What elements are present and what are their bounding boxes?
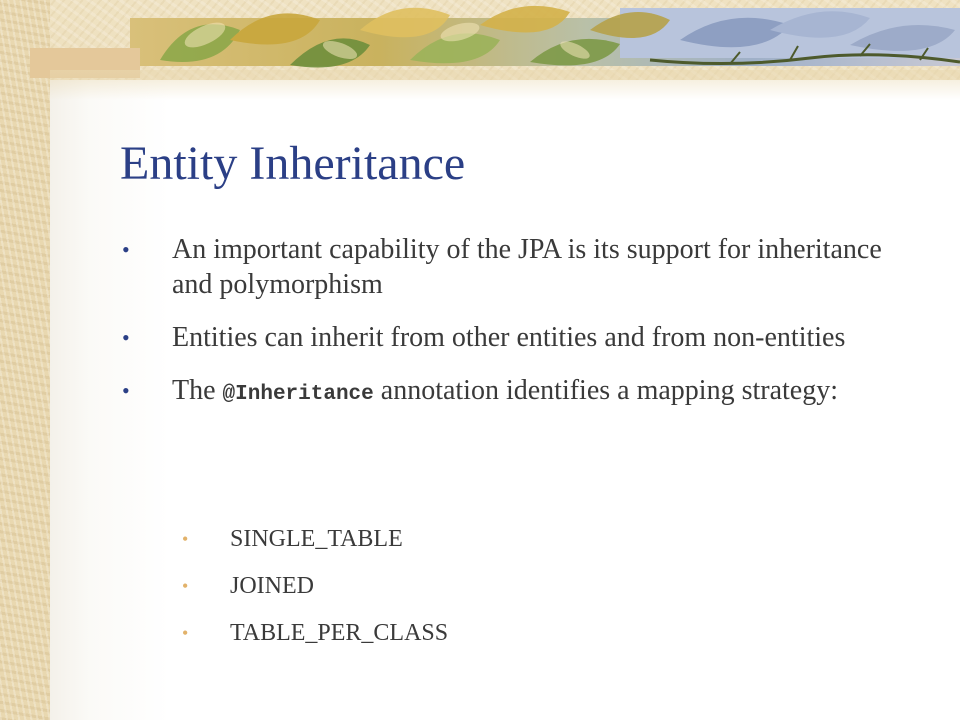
code-annotation: @Inheritance (222, 383, 374, 406)
bullet-marker-icon: • (122, 378, 130, 403)
left-texture-strip (0, 0, 50, 720)
bullet-text-suffix: annotation identifies a mapping strategy: (373, 375, 838, 406)
bullet-text-prefix: The (172, 375, 223, 406)
sub-bullet-item (182, 618, 448, 648)
bullet-text: Entities can inherit from other entities and from non-entities (172, 322, 846, 353)
sub-bullet-list (182, 524, 448, 665)
sub-bullet-text: JOINED (230, 573, 314, 599)
sub-bullet-text: SINGLE_TABLE (230, 526, 403, 552)
bullet-marker-icon: • (122, 237, 130, 262)
bullet-item (120, 232, 910, 302)
bullet-text: An important capability of the JPA is its support for inheritance and polymorphism (172, 234, 882, 300)
leaf-banner-image (30, 0, 960, 80)
slide-title: Entity Inheritance (120, 137, 466, 190)
sub-bullet-text: TABLE_PER_CLASS (230, 620, 449, 646)
sub-bullet-item (182, 571, 448, 601)
sub-bullet-marker-icon: • (182, 576, 189, 596)
sub-bullet-item (182, 524, 448, 554)
bullet-list (120, 232, 910, 430)
sub-bullet-marker-icon: • (182, 529, 189, 549)
bullet-marker-icon: • (122, 325, 130, 350)
bullet-item (120, 373, 910, 412)
sub-bullet-marker-icon: • (182, 623, 189, 643)
bullet-item (120, 320, 910, 355)
panel-top-fade (50, 70, 960, 100)
